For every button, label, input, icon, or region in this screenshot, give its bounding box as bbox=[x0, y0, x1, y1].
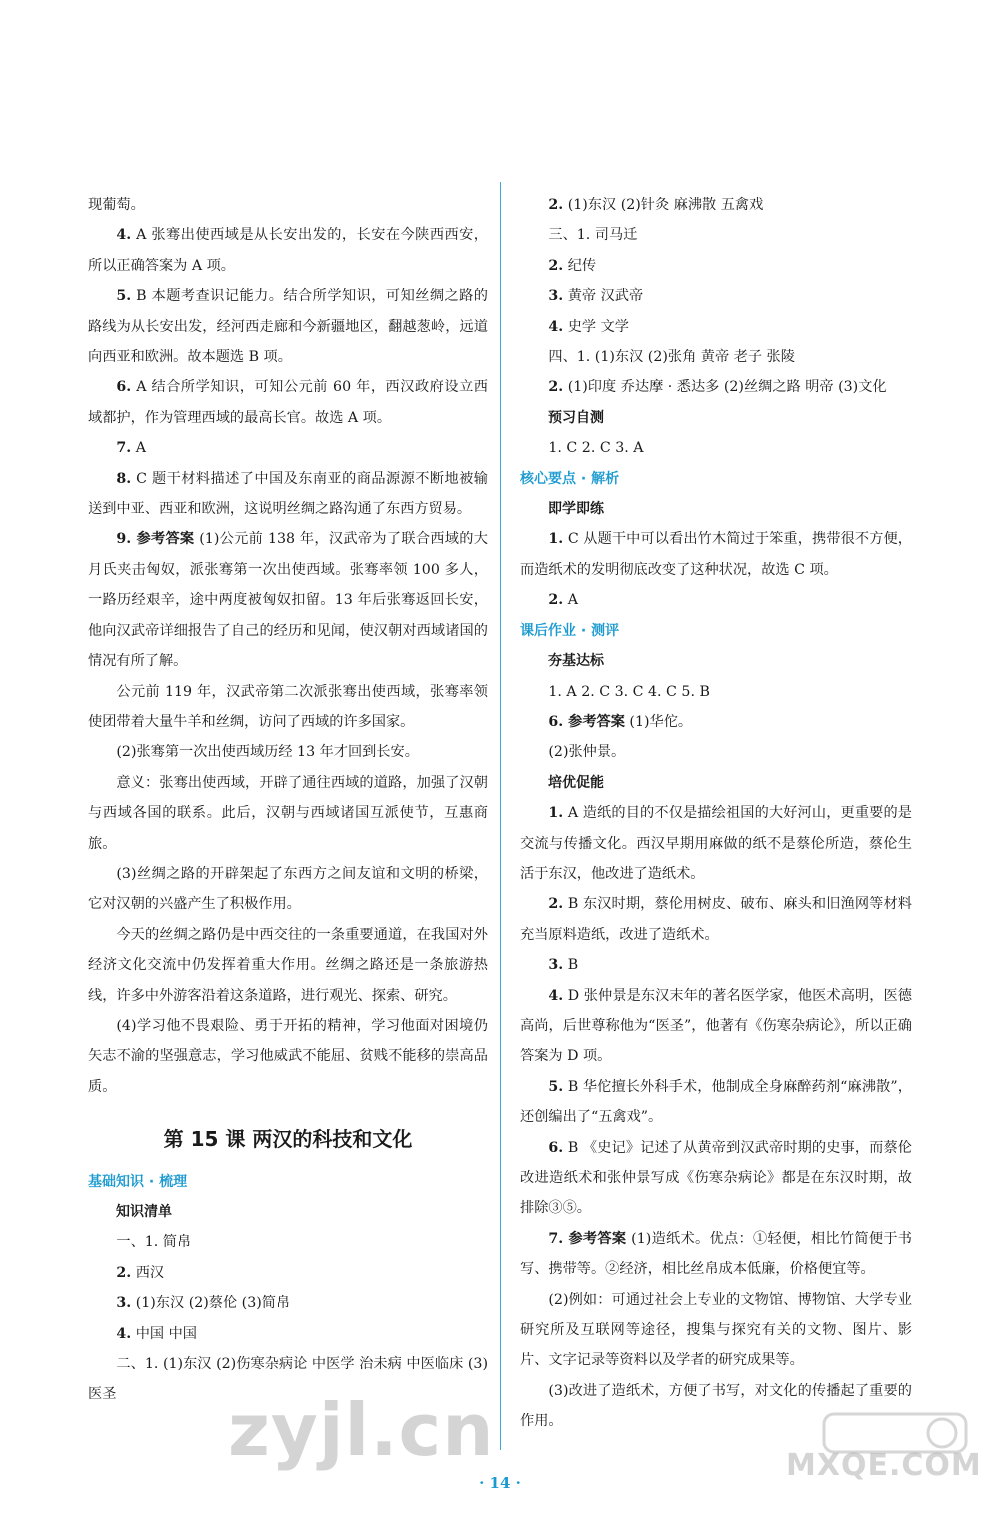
question-number: 3. bbox=[548, 288, 564, 305]
question-number: 7. bbox=[548, 1230, 564, 1247]
answer-paragraph bbox=[88, 464, 488, 525]
answer-paragraph bbox=[520, 342, 912, 372]
answer-label: 参考答案 bbox=[563, 1230, 627, 1247]
answer-paragraph bbox=[520, 190, 912, 220]
answer-paragraph bbox=[520, 798, 912, 889]
question-number: 6. bbox=[116, 379, 132, 396]
answer-paragraph bbox=[520, 950, 912, 980]
paragraph-text: A 造纸的目的不仅是描绘祖国的大好河山，更重要的是交流与传播文化。西汉早期用麻做的纸不是蔡伦所造，蔡伦生活于东汉，他改进了造纸术。 bbox=[520, 805, 912, 882]
paragraph-text: (1)造纸术。优点：①轻便，相比竹简便于书写、携带等。②经济，相比丝帛成本低廉，价格便宜等。 bbox=[520, 1230, 912, 1278]
paragraph-text: 史学 文学 bbox=[563, 318, 629, 335]
question-number: 2. bbox=[548, 592, 564, 609]
paragraph-text: D 张仲景是东汉末年的著名医学家，他医术高明，医德高尚，后世尊称他为“医圣”，他著有《伤寒杂病论》，所以正确答案为 D 项。 bbox=[520, 987, 912, 1065]
answer-label: 参考答案 bbox=[563, 713, 625, 730]
answer-paragraph bbox=[520, 220, 912, 250]
answer-paragraph bbox=[520, 1224, 912, 1285]
answer-paragraph bbox=[520, 981, 912, 1072]
paragraph-text: 三、1. 司马迁 bbox=[548, 227, 638, 244]
paragraph-text: B bbox=[563, 957, 579, 974]
answer-paragraph bbox=[520, 707, 912, 737]
paragraph-text: 二、1. (1)东汉 (2)伤寒杂病论 中医学 治未病 中医临床 (3)医圣 bbox=[88, 1356, 488, 1403]
paragraph-text: 现葡萄。 bbox=[88, 197, 145, 213]
paragraph-text: B 东汉时期，蔡伦用树皮、破布、麻头和旧渔网等材料充当原料造纸，改进了造纸术。 bbox=[520, 896, 912, 943]
answer-paragraph bbox=[88, 524, 488, 676]
answer-label: 参考答案 bbox=[131, 531, 195, 548]
watermark-zyjl: zyjl.cn bbox=[228, 1388, 495, 1472]
paragraph-text: (2)张骞第一次出使西域历经 13 年才回到长安。 bbox=[116, 744, 419, 761]
question-number: 6. bbox=[548, 1139, 564, 1156]
answer-paragraph bbox=[88, 677, 488, 738]
question-number: 1. bbox=[548, 805, 564, 822]
question-number: 2. bbox=[548, 896, 564, 913]
paragraph-text: A bbox=[563, 592, 578, 609]
answer-paragraph bbox=[88, 1288, 488, 1318]
paragraph-text: (3)改进了造纸术，方便了书写，对文化的传播起了重要的作用。 bbox=[520, 1382, 912, 1430]
question-number: 4. bbox=[116, 227, 132, 244]
answer-paragraph bbox=[520, 433, 912, 463]
answer-paragraph bbox=[520, 677, 912, 707]
paragraph-text: B 华佗擅长外科手术，他制成全身麻醉药剂“麻沸散”，还创编出了“五禽戏”。 bbox=[520, 1078, 912, 1126]
paragraph-text: 西汉 bbox=[131, 1264, 165, 1281]
question-number: 3. bbox=[548, 957, 564, 974]
answer-paragraph bbox=[88, 1011, 488, 1102]
answer-paragraph bbox=[520, 372, 912, 402]
paragraph-text: (2)张仲景。 bbox=[548, 744, 626, 761]
answer-paragraph bbox=[88, 433, 488, 463]
answer-paragraph bbox=[88, 190, 488, 220]
answer-paragraph bbox=[88, 372, 488, 433]
question-number: 4. bbox=[548, 987, 564, 1004]
question-number: 6. bbox=[548, 713, 564, 730]
answer-paragraph bbox=[88, 1227, 488, 1257]
answer-paragraph bbox=[520, 251, 912, 281]
page-number: · 14 · bbox=[479, 1474, 521, 1492]
paragraph-text: 意义：张骞出使西域，开辟了通往西域的道路，加强了汉朝与西域各国的联系。此后，汉朝与西域诸国互派使节，互惠商旅。 bbox=[88, 774, 488, 852]
paragraph-text: (1)公元前 138 年，汉武帝为了联合西域的大月氏夹击匈奴，派张骞第一次出使西域。张骞率领 100 多人，一路历经艰辛，途中两度被匈奴扣留。13 年后张骞返回长安，他向汉武帝详细报告了自己的经历和见闻，使汉朝对西域诸国的情况有所了解。 bbox=[88, 531, 488, 670]
section-heading: 课后作业 · 测评 bbox=[520, 622, 620, 639]
answer-paragraph bbox=[88, 281, 488, 372]
paragraph-text: 四、1. (1)东汉 (2)张角 黄帝 老子 张陵 bbox=[548, 349, 795, 366]
column-divider bbox=[500, 182, 501, 1450]
subsection-heading: 预习自测 bbox=[548, 409, 604, 426]
question-number: 8. bbox=[116, 470, 132, 487]
question-number: 2. bbox=[548, 197, 564, 213]
left-column bbox=[88, 190, 488, 1410]
paragraph-text: 1. C 2. C 3. A bbox=[548, 440, 644, 457]
paragraph-text: B 本题考查识记能力。结合所学知识，可知丝绸之路的路线为从长安出发，经河西走廊和今新疆地区，翻越葱岭，远道向西亚和欧洲。故本题选 B 项。 bbox=[88, 288, 488, 366]
question-number: 7. bbox=[116, 440, 132, 457]
paragraph-text: (1)东汉 (2)针灸 麻沸散 五禽戏 bbox=[563, 197, 764, 213]
question-number: 2. bbox=[116, 1264, 132, 1281]
paragraph-text: C 题干材料描述了中国及东南亚的商品源源不断地被输送到中亚、西亚和欧洲，这说明丝绸之路沟通了东西方贸易。 bbox=[88, 470, 488, 518]
subsection-heading: 即学即练 bbox=[548, 501, 604, 518]
paragraph-text: (3)丝绸之路的开辟架起了东西方之间友谊和文明的桥梁，它对汉朝的兴盛产生了积极作用。 bbox=[88, 865, 488, 913]
answer-paragraph bbox=[88, 220, 488, 281]
answer-paragraph bbox=[520, 524, 912, 585]
paragraph-text: (1)印度 乔达摩 · 悉达多 (2)丝绸之路 明帝 (3)文化 bbox=[563, 379, 887, 396]
answer-paragraph bbox=[520, 1133, 912, 1224]
paragraph-text: 黄帝 汉武帝 bbox=[563, 288, 644, 305]
answer-paragraph bbox=[88, 1319, 488, 1349]
subsection-heading: 知识清单 bbox=[116, 1204, 172, 1220]
section-heading: 核心要点 · 解析 bbox=[520, 470, 620, 487]
paragraph-text: 一、1. 简帛 bbox=[116, 1234, 192, 1251]
answer-paragraph bbox=[520, 312, 912, 342]
subsection-heading: 夯基达标 bbox=[548, 653, 604, 670]
question-number: 4. bbox=[548, 318, 564, 335]
answer-paragraph bbox=[88, 1258, 488, 1288]
question-number: 4. bbox=[116, 1325, 132, 1342]
answer-paragraph bbox=[520, 737, 912, 767]
paragraph-text: 今天的丝绸之路仍是中西交往的一条重要通道，在我国对外经济文化交流中仍发挥着重大作用。丝绸之路还是一条旅游热线，许多中外游客沿着这条道路，进行观光、探索、研究。 bbox=[88, 926, 488, 1004]
paragraph-text: (1)华佗。 bbox=[624, 713, 693, 730]
paragraph-text: B 《史记》记述了从黄帝到汉武帝时期的史事，而蔡伦改进造纸术和张仲景写成《伤寒杂病论》都是在东汉时期，故排除③⑤。 bbox=[520, 1139, 912, 1217]
question-number: 2. bbox=[548, 379, 564, 396]
answer-paragraph bbox=[520, 281, 912, 311]
section-heading: 基础知识 · 梳理 bbox=[88, 1173, 188, 1190]
watermark-mxqe: MXQE.COM bbox=[786, 1448, 982, 1483]
paragraph-text: C 从题干中可以看出竹木简过于笨重，携带很不方便，而造纸术的发明彻底改变了这种状况，故选 C 项。 bbox=[520, 531, 912, 578]
question-number: 1. bbox=[548, 531, 564, 548]
answer-paragraph bbox=[520, 1072, 912, 1133]
answer-paragraph bbox=[520, 585, 912, 615]
subsection-heading: 培优促能 bbox=[548, 774, 604, 791]
lesson-title: 第 15 课 两汉的科技和文化 bbox=[163, 1127, 413, 1152]
paragraph-text: 1. A 2. C 3. C 4. C 5. B bbox=[548, 683, 710, 700]
question-number: 5. bbox=[548, 1078, 564, 1095]
paragraph-text: (1)东汉 (2)蔡伦 (3)简帛 bbox=[131, 1295, 291, 1312]
answer-paragraph bbox=[520, 1285, 912, 1376]
answer-paragraph bbox=[88, 920, 488, 1011]
paragraph-text: A bbox=[131, 440, 146, 457]
paragraph-text: A 结合所学知识，可知公元前 60 年，西汉政府设立西域都护，作为管理西域的最高长官。故选 A 项。 bbox=[88, 379, 488, 426]
question-number: 3. bbox=[116, 1295, 132, 1312]
answer-paragraph bbox=[88, 859, 488, 920]
answer-paragraph bbox=[520, 889, 912, 950]
question-number: 9. bbox=[116, 531, 132, 548]
paragraph-text: (4)学习他不畏艰险、勇于开拓的精神，学习他面对困境仍矢志不渝的坚强意志，学习他威武不能屈、贫贱不能移的崇高品质。 bbox=[88, 1017, 488, 1095]
answer-paragraph bbox=[88, 737, 488, 767]
paragraph-text: (2)例如：可通过社会上专业的文物馆、博物馆、大学专业研究所及互联网等途径，搜集与探究有关的文物、图片、影片、文字记录等资料以及学者的研究成果等。 bbox=[520, 1291, 912, 1369]
paragraph-text: 中国 中国 bbox=[131, 1325, 197, 1342]
paragraph-text: 公元前 119 年，汉武帝第二次派张骞出使西域，张骞率领使团带着大量牛羊和丝绸，访问了西域的许多国家。 bbox=[88, 683, 488, 730]
right-column bbox=[520, 190, 912, 1437]
answer-paragraph bbox=[88, 768, 488, 859]
paragraph-text: A 张骞出使西域是从长安出发的，长安在今陕西西安，所以正确答案为 A 项。 bbox=[88, 227, 488, 274]
question-number: 2. bbox=[548, 257, 564, 274]
paragraph-text: 纪传 bbox=[563, 257, 597, 274]
question-number: 5. bbox=[116, 288, 132, 305]
